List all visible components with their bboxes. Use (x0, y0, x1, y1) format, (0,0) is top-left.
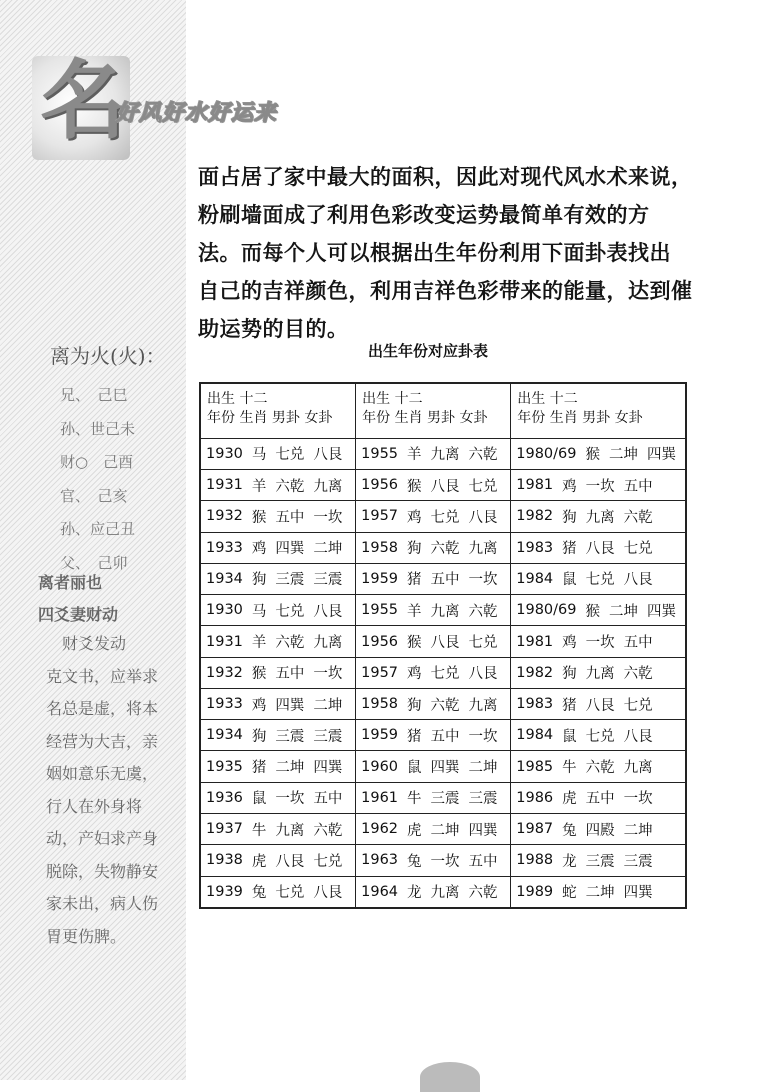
female-gua-cell: 二坤 (623, 822, 653, 839)
female-gua-cell: 一坎 (468, 572, 498, 589)
female-gua-cell: 九离 (468, 541, 498, 558)
male-gua-cell: 七兑 (430, 509, 460, 526)
year-cell: 1959 (361, 570, 399, 587)
table-row (201, 750, 355, 781)
zodiac-cell: 鸡 (251, 541, 267, 558)
female-gua-cell: 八艮 (313, 603, 343, 620)
table-row (511, 438, 685, 469)
female-gua-cell: 七兑 (468, 478, 498, 495)
zodiac-cell: 虎 (562, 791, 577, 808)
female-gua-cell: 三震 (313, 728, 343, 745)
zodiac-cell: 鼠 (562, 572, 577, 589)
table-row (201, 844, 355, 875)
year-cell: 1988 (516, 852, 554, 869)
zodiac-cell: 狗 (407, 697, 422, 714)
male-gua-cell: 二坤 (275, 760, 305, 777)
male-gua-cell: 二坤 (609, 603, 638, 620)
zodiac-cell: 鸡 (251, 697, 267, 714)
table-row (201, 719, 355, 750)
year-cell: 1932 (206, 508, 243, 525)
zodiac-cell: 猴 (251, 509, 267, 526)
table-row (511, 563, 685, 594)
zodiac-cell: 狗 (251, 572, 267, 589)
table-row (511, 750, 685, 781)
zodiac-cell: 鼠 (562, 728, 577, 745)
table-row (201, 500, 355, 531)
female-gua-cell: 八艮 (623, 572, 653, 589)
poem-line: 姻如意乐无虞， (46, 764, 159, 783)
year-cell: 1981 (516, 633, 554, 650)
female-gua-cell: 三震 (313, 572, 343, 589)
female-gua-cell: 四巽 (647, 603, 676, 620)
year-cell: 1931 (206, 633, 243, 650)
male-gua-cell: 七兑 (275, 603, 305, 620)
table-row (201, 625, 355, 656)
year-cell: 1957 (361, 664, 399, 681)
male-gua-cell: 五中 (430, 728, 460, 745)
male-gua-cell: 四巽 (430, 760, 460, 777)
zodiac-cell: 猴 (407, 635, 422, 651)
zodiac-cell: 羊 (407, 447, 422, 464)
male-gua-cell: 九离 (275, 822, 305, 839)
male-gua-cell: 六乾 (430, 541, 460, 558)
female-gua-cell: 八艮 (623, 728, 653, 745)
year-cell: 1984 (516, 570, 554, 587)
table-row (511, 844, 685, 875)
male-gua-cell: 九离 (585, 509, 615, 526)
table-row (356, 719, 510, 750)
male-gua-cell: 三震 (585, 853, 615, 870)
female-gua-cell: 六乾 (313, 822, 343, 839)
table-title: 出生年份对应卦表 (368, 342, 489, 360)
female-gua-cell: 六乾 (468, 447, 498, 464)
sidebar-heading: 离为火(火)： (50, 344, 166, 368)
male-gua-cell: 九离 (430, 447, 460, 464)
zodiac-cell: 龙 (407, 885, 422, 902)
table-row (201, 688, 355, 719)
zodiac-cell: 猴 (407, 478, 422, 495)
zodiac-cell: 猪 (407, 572, 422, 589)
female-gua-cell: 二坤 (313, 697, 343, 714)
table-row (511, 688, 685, 719)
zodiac-cell: 牛 (407, 791, 422, 808)
body-paragraph (198, 158, 698, 348)
male-gua-cell: 七兑 (585, 572, 615, 589)
table-header (511, 384, 685, 438)
female-gua-cell: 二坤 (468, 760, 498, 777)
table-row (511, 625, 685, 656)
female-gua-cell: 九离 (313, 478, 343, 495)
male-gua-cell: 一坎 (585, 635, 615, 651)
year-cell: 1932 (206, 664, 243, 681)
male-gua-cell: 三震 (275, 572, 305, 589)
male-gua-cell: 八艮 (430, 635, 460, 651)
female-gua-cell: 三震 (468, 791, 498, 808)
body-line: 助运势的目的。 (198, 316, 349, 341)
table-row (511, 532, 685, 563)
male-gua-cell: 四巽 (275, 697, 305, 714)
male-gua-cell: 六乾 (430, 697, 460, 714)
male-gua-cell: 六乾 (275, 478, 305, 495)
zodiac-cell: 鼠 (251, 791, 267, 808)
female-gua-cell: 六乾 (623, 666, 653, 683)
female-gua-cell: 九离 (468, 697, 498, 714)
table-row (356, 876, 510, 907)
male-gua-cell: 一坎 (585, 478, 615, 495)
header-line: 年份 生肖 男卦 女卦 (362, 410, 488, 426)
female-gua-cell: 八艮 (468, 666, 498, 683)
year-cell: 1989 (516, 883, 554, 900)
male-gua-cell: 八艮 (430, 478, 460, 495)
table-row (511, 782, 685, 813)
male-gua-cell: 八艮 (585, 541, 615, 558)
female-gua-cell: 七兑 (623, 541, 653, 558)
zodiac-cell: 猴 (585, 447, 600, 464)
table-row (511, 500, 685, 531)
female-gua-cell: 七兑 (623, 697, 653, 714)
female-gua-cell: 六乾 (623, 509, 653, 526)
table-row (511, 876, 685, 907)
zodiac-cell: 猪 (562, 697, 577, 714)
year-cell: 1955 (361, 445, 399, 462)
table-row (511, 594, 685, 625)
sidebar-bold-line: 四爻妻财动 (38, 605, 119, 624)
header-line: 年份 生肖 男卦 女卦 (207, 410, 333, 426)
zodiac-cell: 羊 (407, 603, 422, 620)
zodiac-cell: 狗 (251, 728, 267, 745)
hexagram-line: 兄、 己巳 (60, 386, 128, 404)
zodiac-cell: 羊 (251, 635, 267, 651)
table-row (356, 657, 510, 688)
table-row (356, 469, 510, 500)
logo-glyph: 名 (40, 51, 126, 151)
table-header (201, 384, 355, 438)
male-gua-cell: 六乾 (275, 635, 305, 651)
poem-line: 克文书，应举求 (46, 666, 159, 686)
zodiac-cell: 猪 (407, 728, 422, 745)
female-gua-cell: 八艮 (313, 885, 343, 902)
hexagram-line: 孙、世己未 (60, 419, 136, 438)
year-cell: 1934 (206, 727, 243, 744)
table-row (201, 438, 355, 469)
female-gua-cell: 四巽 (623, 885, 653, 902)
zodiac-cell: 兔 (251, 885, 267, 902)
hexagram-line: 财○ 己酉 (60, 453, 134, 471)
zodiac-cell: 虎 (407, 822, 422, 839)
zodiac-cell: 牛 (251, 822, 267, 839)
year-cell: 1980/69 (516, 602, 577, 619)
year-cell: 1964 (361, 883, 399, 900)
zodiac-cell: 兔 (562, 822, 577, 839)
male-gua-cell: 五中 (430, 572, 460, 589)
year-cell: 1961 (361, 789, 399, 806)
year-cell: 1935 (206, 758, 243, 775)
year-cell: 1963 (361, 852, 399, 869)
zodiac-cell: 马 (251, 447, 267, 464)
male-gua-cell: 六乾 (585, 760, 615, 777)
male-gua-cell: 一坎 (275, 791, 305, 808)
header-line: 出生 十二 (207, 391, 268, 407)
table-header (356, 384, 510, 438)
table-row (356, 438, 510, 469)
female-gua-cell: 五中 (623, 635, 653, 651)
zodiac-cell: 鸡 (562, 635, 577, 651)
table-row (201, 594, 355, 625)
male-gua-cell: 三震 (275, 728, 305, 745)
male-gua-cell: 四殿 (585, 822, 615, 839)
year-cell: 1939 (206, 883, 243, 900)
male-gua-cell: 八艮 (585, 697, 615, 714)
female-gua-cell: 二坤 (313, 541, 343, 558)
female-gua-cell: 四巽 (313, 760, 343, 777)
male-gua-cell: 九离 (430, 885, 460, 902)
table-row (201, 876, 355, 907)
table-row (201, 813, 355, 844)
year-cell: 1983 (516, 696, 554, 713)
male-gua-cell: 八艮 (275, 853, 305, 870)
year-cell: 1985 (516, 758, 554, 775)
table-column (201, 384, 356, 907)
female-gua-cell: 一坎 (313, 509, 343, 526)
body-line: 粉刷墙面成了利用色彩改变运势最简单有效的方 (198, 202, 650, 227)
year-cell: 1930 (206, 445, 243, 462)
zodiac-cell: 虎 (251, 853, 267, 870)
poem-line: 脱除，失物静安 (46, 861, 159, 881)
year-cell: 1930 (206, 602, 243, 619)
table-row (356, 500, 510, 531)
year-cell: 1959 (361, 727, 399, 744)
year-cell: 1955 (361, 602, 399, 619)
table-row (511, 719, 685, 750)
page-header-title: 好风好水好运来 (116, 101, 278, 126)
year-cell: 1957 (361, 508, 399, 525)
table-row (356, 750, 510, 781)
year-cell: 1987 (516, 821, 554, 838)
female-gua-cell: 五中 (313, 791, 343, 808)
header-line: 年份 生肖 男卦 女卦 (517, 410, 643, 426)
year-cell: 1934 (206, 570, 243, 587)
year-cell: 1956 (361, 633, 399, 650)
male-gua-cell: 七兑 (430, 666, 460, 683)
poem-line: 财爻发动 (46, 634, 127, 653)
male-gua-cell: 七兑 (275, 447, 305, 464)
zodiac-cell: 鸡 (407, 509, 422, 526)
male-gua-cell: 九离 (430, 603, 460, 620)
table-row (201, 657, 355, 688)
poem-line: 家未出，病人伤 (46, 894, 159, 913)
zodiac-cell: 猴 (251, 666, 267, 683)
zodiac-cell: 猪 (562, 541, 577, 558)
poem-line: 名总是虚，将本 (46, 699, 159, 718)
birth-year-table (199, 382, 687, 909)
poem-line: 行人在外身将 (46, 796, 143, 816)
year-cell: 1938 (206, 852, 243, 869)
male-gua-cell: 五中 (275, 666, 305, 683)
male-gua-cell: 五中 (585, 791, 615, 808)
poem-line: 动，产妇求产身 (46, 829, 159, 848)
female-gua-cell: 七兑 (468, 635, 498, 651)
female-gua-cell: 一坎 (313, 666, 343, 683)
year-cell: 1986 (516, 789, 554, 806)
table-row (356, 625, 510, 656)
table-column (356, 384, 511, 907)
female-gua-cell: 九离 (313, 635, 343, 651)
male-gua-cell: 五中 (275, 509, 305, 526)
female-gua-cell: 八艮 (313, 447, 343, 464)
table-row (356, 594, 510, 625)
male-gua-cell: 二坤 (609, 447, 638, 464)
zodiac-cell: 羊 (251, 478, 267, 495)
year-cell: 1937 (206, 821, 243, 838)
female-gua-cell: 四巽 (647, 447, 676, 464)
year-cell: 1933 (206, 696, 243, 713)
year-cell: 1981 (516, 477, 554, 494)
header-line: 出生 十二 (362, 391, 423, 407)
table-row (356, 688, 510, 719)
zodiac-cell: 兔 (407, 853, 422, 870)
year-cell: 1980/69 (516, 445, 577, 462)
zodiac-cell: 狗 (562, 666, 577, 683)
year-cell: 1958 (361, 696, 399, 713)
zodiac-cell: 鸡 (562, 478, 577, 495)
female-gua-cell: 八艮 (468, 509, 498, 526)
female-gua-cell: 一坎 (623, 791, 653, 808)
female-gua-cell: 六乾 (468, 603, 498, 620)
table-row (511, 657, 685, 688)
hexagram-line: 父、 己卯 (60, 553, 128, 572)
body-line: 法。而每个人可以根据出生年份利用下面卦表找出 (198, 240, 671, 265)
hexagram-line: 官、 己亥 (60, 486, 128, 505)
sidebar-bold-line: 离者丽也 (38, 573, 103, 592)
year-cell: 1936 (206, 789, 243, 806)
hexagram-lines (60, 379, 135, 580)
sidebar-poem (46, 628, 172, 953)
male-gua-cell: 三震 (430, 791, 460, 808)
year-cell: 1958 (361, 539, 399, 556)
year-cell: 1982 (516, 664, 554, 681)
table-row (356, 782, 510, 813)
zodiac-cell: 狗 (562, 509, 577, 526)
male-gua-cell: 四巽 (275, 541, 305, 558)
table-row (201, 469, 355, 500)
female-gua-cell: 七兑 (313, 853, 343, 870)
zodiac-cell: 鸡 (407, 666, 422, 683)
female-gua-cell: 六乾 (468, 885, 498, 902)
male-gua-cell: 一坎 (430, 853, 460, 870)
female-gua-cell: 五中 (468, 853, 498, 870)
male-gua-cell: 九离 (585, 666, 615, 683)
female-gua-cell: 九离 (623, 760, 653, 777)
zodiac-cell: 鼠 (407, 760, 422, 777)
male-gua-cell: 二坤 (430, 822, 460, 839)
zodiac-cell: 牛 (562, 760, 577, 777)
poem-line: 经营为大吉，亲 (46, 731, 159, 751)
female-gua-cell: 五中 (623, 478, 653, 495)
page-number-tab (420, 1062, 480, 1092)
female-gua-cell: 一坎 (468, 728, 498, 745)
year-cell: 1983 (516, 539, 554, 556)
year-cell: 1982 (516, 508, 554, 525)
year-cell: 1956 (361, 477, 399, 494)
zodiac-cell: 狗 (407, 541, 422, 558)
zodiac-cell: 蛇 (562, 885, 577, 902)
table-row (356, 563, 510, 594)
male-gua-cell: 二坤 (585, 885, 615, 902)
zodiac-cell: 马 (251, 603, 267, 620)
zodiac-cell: 猪 (251, 760, 267, 777)
table-row (356, 844, 510, 875)
year-cell: 1962 (361, 821, 399, 838)
table-row (356, 532, 510, 563)
table-row (201, 782, 355, 813)
poem-line: 胃更伤脾。 (46, 926, 127, 946)
zodiac-cell: 猴 (585, 603, 600, 620)
male-gua-cell: 七兑 (585, 728, 615, 745)
female-gua-cell: 三震 (623, 853, 653, 870)
zodiac-cell: 龙 (562, 853, 577, 870)
table-row (356, 813, 510, 844)
male-gua-cell: 七兑 (275, 885, 305, 902)
female-gua-cell: 四巽 (468, 822, 498, 839)
body-line: 面占居了家中最大的面积，因此对现代风水术来说， (198, 164, 693, 189)
body-line: 自己的吉祥颜色，利用吉祥色彩带来的能量，达到催 (198, 278, 693, 303)
header-line: 出生 十二 (517, 391, 578, 407)
table-row (201, 563, 355, 594)
year-cell: 1933 (206, 539, 243, 556)
year-cell: 1931 (206, 477, 243, 494)
hexagram-line: 孙、应己丑 (60, 520, 136, 538)
table-row (511, 469, 685, 500)
year-cell: 1984 (516, 727, 554, 744)
table-column (511, 384, 685, 907)
table-row (511, 813, 685, 844)
year-cell: 1960 (361, 758, 399, 775)
table-row (201, 532, 355, 563)
